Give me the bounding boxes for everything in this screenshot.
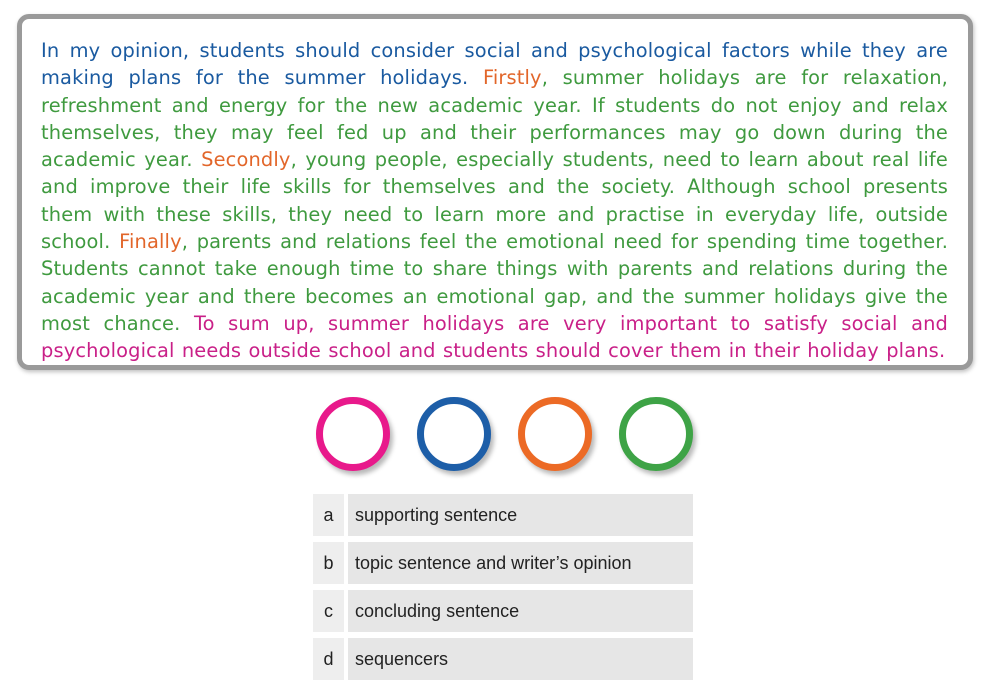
option-c[interactable] xyxy=(313,590,693,632)
option-letter: d xyxy=(313,638,344,680)
paragraph-box xyxy=(17,14,973,370)
sequencer-secondly: Secondly xyxy=(201,148,291,172)
paragraph-text xyxy=(41,37,948,365)
paragraph-support-segment-2: , young people, especially students, need to learn about real life and improve their life skills for themselves and the society. Although school presents them with these skills, they need to learn more and practise in everyday life, outside school. xyxy=(41,148,948,254)
paragraph-conclusion-segment: To sum up, summer holidays are very important to satisfy social and psychological needs outside school and students should cover them in their holiday plans. xyxy=(41,311,948,363)
sequencer-firstly: Firstly xyxy=(482,66,542,90)
option-label: supporting sentence xyxy=(348,494,693,536)
option-label: sequencers xyxy=(348,638,693,680)
blue-circle[interactable] xyxy=(417,397,491,471)
sequencer-finally: Finally xyxy=(119,230,182,254)
paragraph-support-segment-3: , parents and relations feel the emotional need for spending time together. Students cannot take enough time to share things with parents and relations during the academic year and there becomes an emotional gap, and the summer holidays give the most chance. xyxy=(41,230,949,335)
magenta-circle[interactable] xyxy=(316,397,390,471)
option-d[interactable] xyxy=(313,638,693,680)
options-list xyxy=(313,494,693,686)
option-letter: c xyxy=(313,590,344,632)
option-letter: b xyxy=(313,542,344,584)
paragraph-opening-segment: In my opinion, students should consider social and psychological factors while they are making plans for the summer holidays. xyxy=(41,39,948,90)
option-label: concluding sentence xyxy=(348,590,693,632)
option-b[interactable] xyxy=(313,542,693,584)
orange-circle[interactable] xyxy=(518,397,592,471)
paragraph-support-segment-1: , summer holidays are for relaxation, refreshment and energy for the new academic year. If students do not enjoy and relax themselves, they may feel fed up and their performances may go down during the academic year. xyxy=(41,66,948,172)
option-label: topic sentence and writer’s opinion xyxy=(348,542,693,584)
option-letter: a xyxy=(313,494,344,536)
option-a[interactable] xyxy=(313,494,693,536)
green-circle[interactable] xyxy=(619,397,693,471)
color-circles xyxy=(316,397,696,472)
